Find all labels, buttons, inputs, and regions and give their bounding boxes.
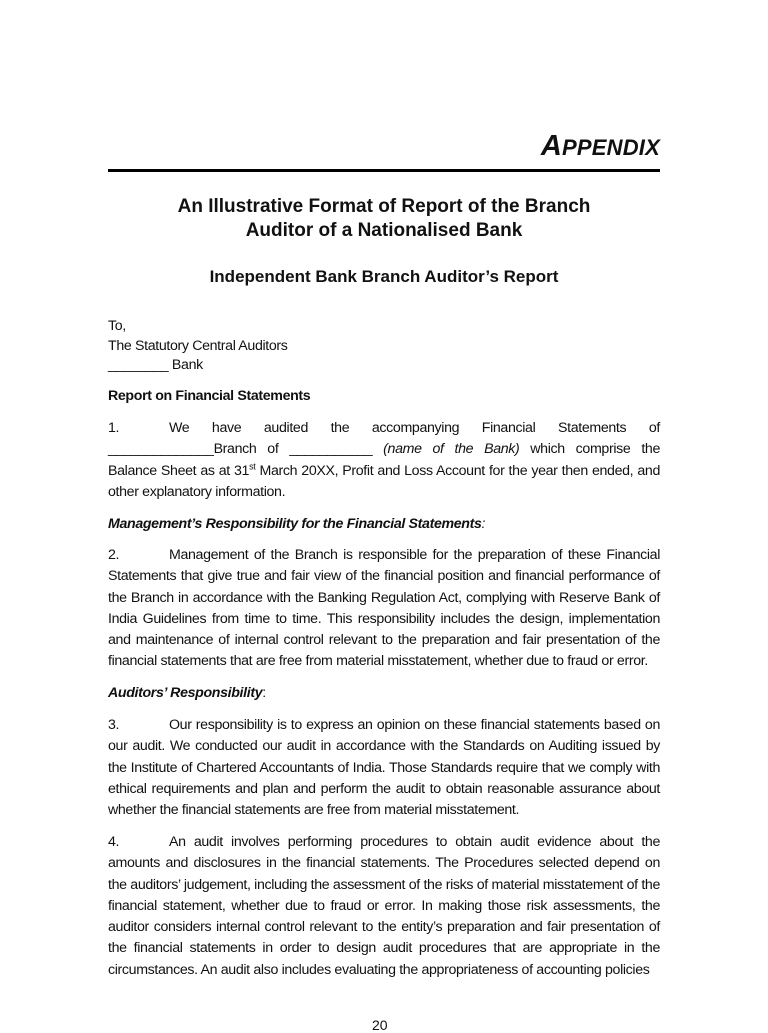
- title-line-2: Auditor of a Nationalised Bank: [245, 220, 523, 241]
- title-line-1: An Illustrative Format of Report of the Branch: [177, 196, 591, 217]
- p2-text: Management of the Branch is responsible for the preparation of these Financial Statements that give true and fair view of the financial position and financial performance of the Branch in accordance with the Banking Regulation Act, complying with Reserve Bank of India Guidelines from time to time. This responsibility includes the design, implementation and maintenance of internal control relevant to the preparation and fair presentation of the financial statements that are free from material misstatement, whether due to fraud or error.: [108, 547, 660, 670]
- appendix-label: [540, 130, 660, 162]
- auditors-heading: Auditors’ Responsibility:: [108, 685, 266, 701]
- paragraph-2: [108, 545, 660, 673]
- appendix-rest: PPENDIX: [562, 135, 660, 160]
- bank-name-placeholder: (name of the Bank): [383, 441, 520, 458]
- p3-text: Our responsibility is to express an opinion on these financial statements based on our audit. We conducted our audit in accordance with the Standards on Auditing issued by the Institute of Chartered Accountants of India. Those Standards require that we comply with ethical requirements and plan and perform the audit to obtain reasonable assurance about whether the financial statements are free from material misstatement.: [108, 717, 660, 819]
- addressee-bank: ________ Bank: [108, 357, 203, 373]
- p2-number: 2.: [108, 547, 120, 563]
- report-subtitle: Independent Bank Branch Auditor’s Report: [209, 267, 559, 286]
- p1-line-3: Balance Sheet as at 31st March 20XX, Profit and Loss Account for the year then ended, and: [108, 460, 660, 479]
- p1-number: 1.: [108, 420, 120, 436]
- paragraph-4: [108, 832, 660, 981]
- p3-number: 3.: [108, 717, 120, 733]
- p1-line-4: other explanatory information.: [108, 483, 286, 500]
- report-heading: Report on Financial Statements: [108, 388, 311, 404]
- addressee-recipient: The Statutory Central Auditors: [108, 337, 288, 354]
- document-title: [108, 195, 660, 243]
- paragraph-1: [108, 418, 660, 503]
- p1-line-2: ______________Branch of ___________ (name of the Bank) which comprise the: [108, 441, 660, 458]
- p4-number: 4.: [108, 834, 120, 850]
- addressee-block: [108, 317, 660, 376]
- p4-text: An audit involves performing procedures to obtain audit evidence about the amounts and disclosures in the financial statements. The Procedures selected depend on the auditors’ judgement, including the assessment of the risks of material misstatement of the financial statement, whether due to fraud or error. In making those risk assessments, the auditor considers internal control relevant to the entity’s preparation and fair presentation of the financial statements in order to design audit procedures that are appropriate in the circumstances. An audit also includes evaluating the appropriateness of accounting policies: [108, 834, 660, 978]
- appendix-initial: A: [540, 130, 563, 162]
- page-number: 20: [372, 1017, 388, 1033]
- addressee-to: To,: [108, 318, 126, 334]
- paragraph-3: [108, 715, 660, 821]
- management-heading: Management’s Responsibility for the Financial Statements:: [108, 516, 486, 532]
- p1-line-1: 1. We have audited the accompanying Financial Statements of: [108, 418, 660, 439]
- header-rule: [108, 169, 660, 172]
